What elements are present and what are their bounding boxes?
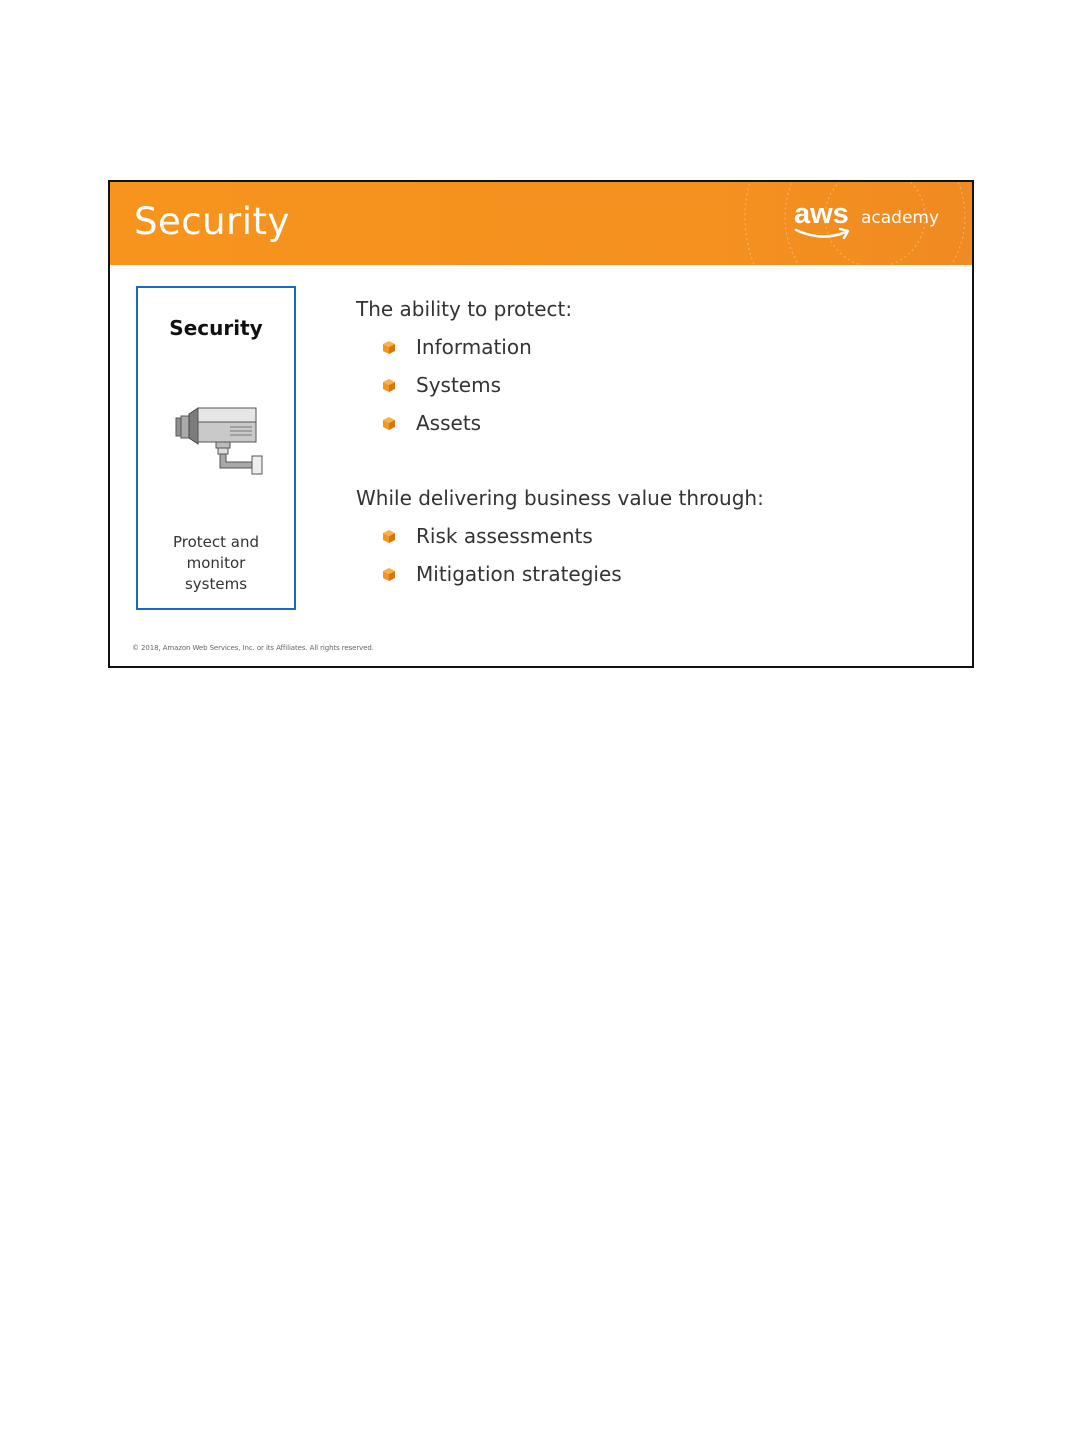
orange-cube-icon xyxy=(383,379,395,392)
copyright-footer: © 2018, Amazon Web Services, Inc. or its Affiliates. All rights reserved. xyxy=(132,644,374,652)
slide-content xyxy=(356,294,936,597)
caption-line: systems xyxy=(184,575,248,593)
security-camera-icon xyxy=(170,406,266,482)
aws-academy-logo xyxy=(794,198,944,248)
aws-smile-logo-icon xyxy=(794,226,856,242)
orange-cube-icon xyxy=(383,417,395,430)
list-item-text: Mitigation strategies xyxy=(416,562,622,586)
list-item xyxy=(356,332,936,370)
list-item xyxy=(356,559,936,597)
slide xyxy=(108,180,974,668)
security-pillar-card xyxy=(136,286,296,610)
slide-title: Security xyxy=(134,200,290,243)
caption-line: monitor xyxy=(186,554,246,572)
slide-header xyxy=(110,182,972,265)
logo-aws-text: aws xyxy=(794,198,849,230)
list-item-text: Risk assessments xyxy=(416,524,593,548)
list-item xyxy=(356,370,936,408)
card-caption xyxy=(138,532,294,595)
intro-business-value: While delivering business value through: xyxy=(356,486,764,510)
list-item xyxy=(356,521,936,559)
spacer xyxy=(356,446,936,483)
card-title: Security xyxy=(169,316,263,340)
orange-cube-icon xyxy=(383,530,395,543)
logo-academy-text: academy xyxy=(861,208,940,228)
list-item xyxy=(356,408,936,446)
orange-cube-icon xyxy=(383,568,395,581)
caption-line: Protect and xyxy=(172,533,260,551)
intro-protect: The ability to protect: xyxy=(356,297,573,321)
orange-cube-icon xyxy=(383,341,395,354)
list-item-text: Information xyxy=(416,335,532,359)
list-item-text: Assets xyxy=(416,411,482,435)
business-value-list xyxy=(356,521,936,597)
protect-list xyxy=(356,332,936,446)
list-item-text: Systems xyxy=(416,373,501,397)
